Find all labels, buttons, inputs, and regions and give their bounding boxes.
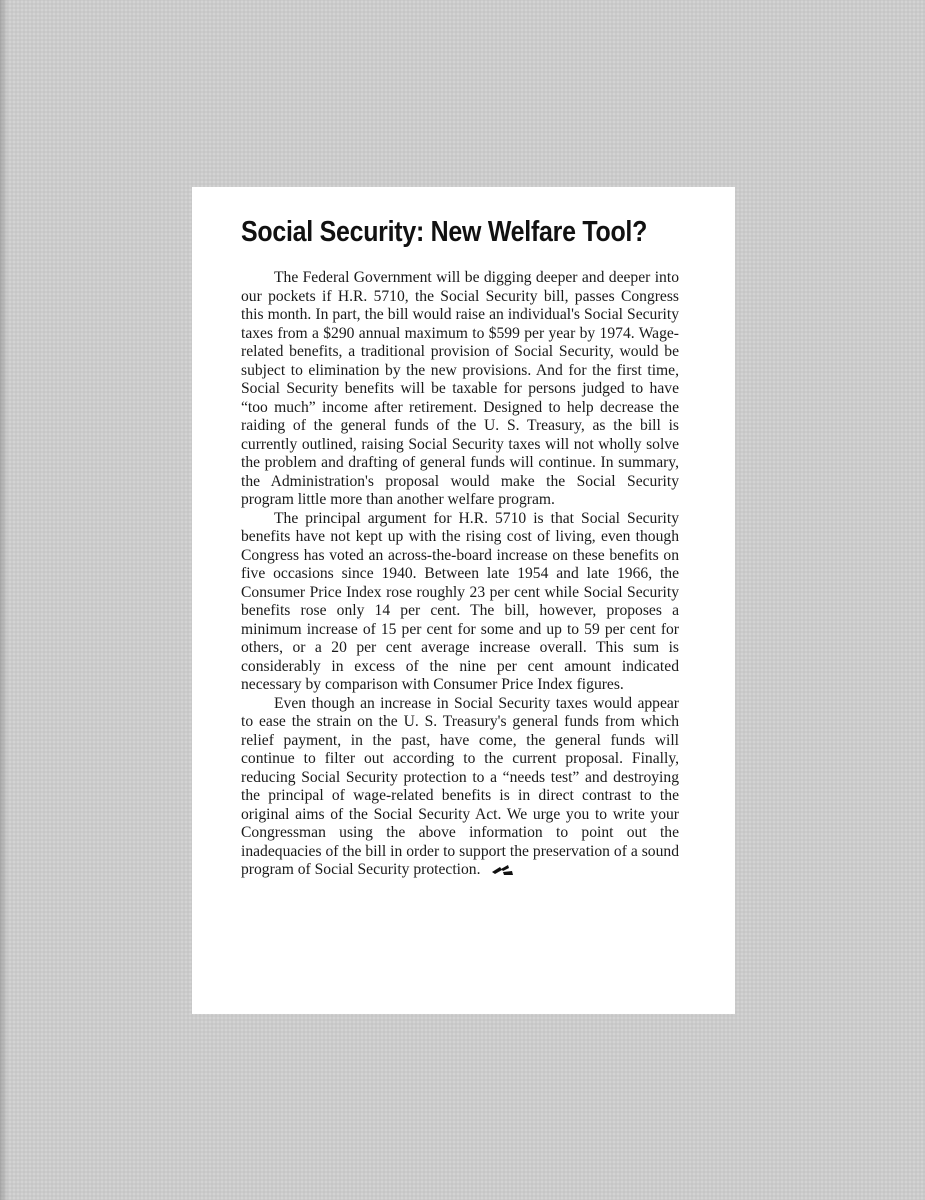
end-mark-icon [490,864,516,876]
paragraph-1: The Federal Government will be digging deeper and deeper into our pockets if H.R. 5710, the Social Security bill, passes Congress this month. In part, the bill would raise an individual's Social Security taxes from a $290 annual maximum to $599 per year by 1974. Wage-related benefits, a traditional provision of Social Security, would be subject to elimination by the new provisions. And for the first time, Social Security benefits will be taxable for persons judged to have “too much” income after retirement. Designed to help decrease the raiding of the general funds of the U. S. Treasury, as the bill is currently outlined, raising Social Security taxes will not wholly solve the problem and drafting of general funds will continue. In summary, the Administration's proposal would make the Social Security program little more than another welfare program. [241,269,679,508]
article-panel [192,187,735,1014]
paragraph-2: The principal argument for H.R. 5710 is that Social Security benefits have not kept up with the rising cost of living, even though Congress has voted an across-the-board increase on these benefits on five occasions since 1940. Between late 1954 and late 1966, the Consumer Price Index rose roughly 23 per cent while Social Security benefits rose only 14 per cent. The bill, however, proposes a minimum increase of 15 per cent for some and up to 59 per cent for others, or a 20 per cent average increase overall. This sum is considerably in excess of the nine per cent amount indicated necessary by comparison with Consumer Price Index figures. [241,509,679,693]
article-title: Social Security: New Welfare Tool? [241,216,648,248]
paragraph-3 [241,695,679,880]
article-body [241,269,679,880]
page-edge-shadow [0,0,8,1200]
paragraph-3-text: Even though an increase in Social Security taxes would appear to ease the strain on the U. S. Treasury's general funds from which relief payment, in the past, have come, the general funds will continue to filter out according to the current proposal. Finally, reducing Social Security protection to a “needs test” and destroying the principal of wage-related benefits is in direct contrast to the original aims of the Social Security Act. We urge you to write your Congressman using the above information to point out the inadequacies of the bill in order to support the preservation of a sound program of Social Security protection. [241,694,679,878]
